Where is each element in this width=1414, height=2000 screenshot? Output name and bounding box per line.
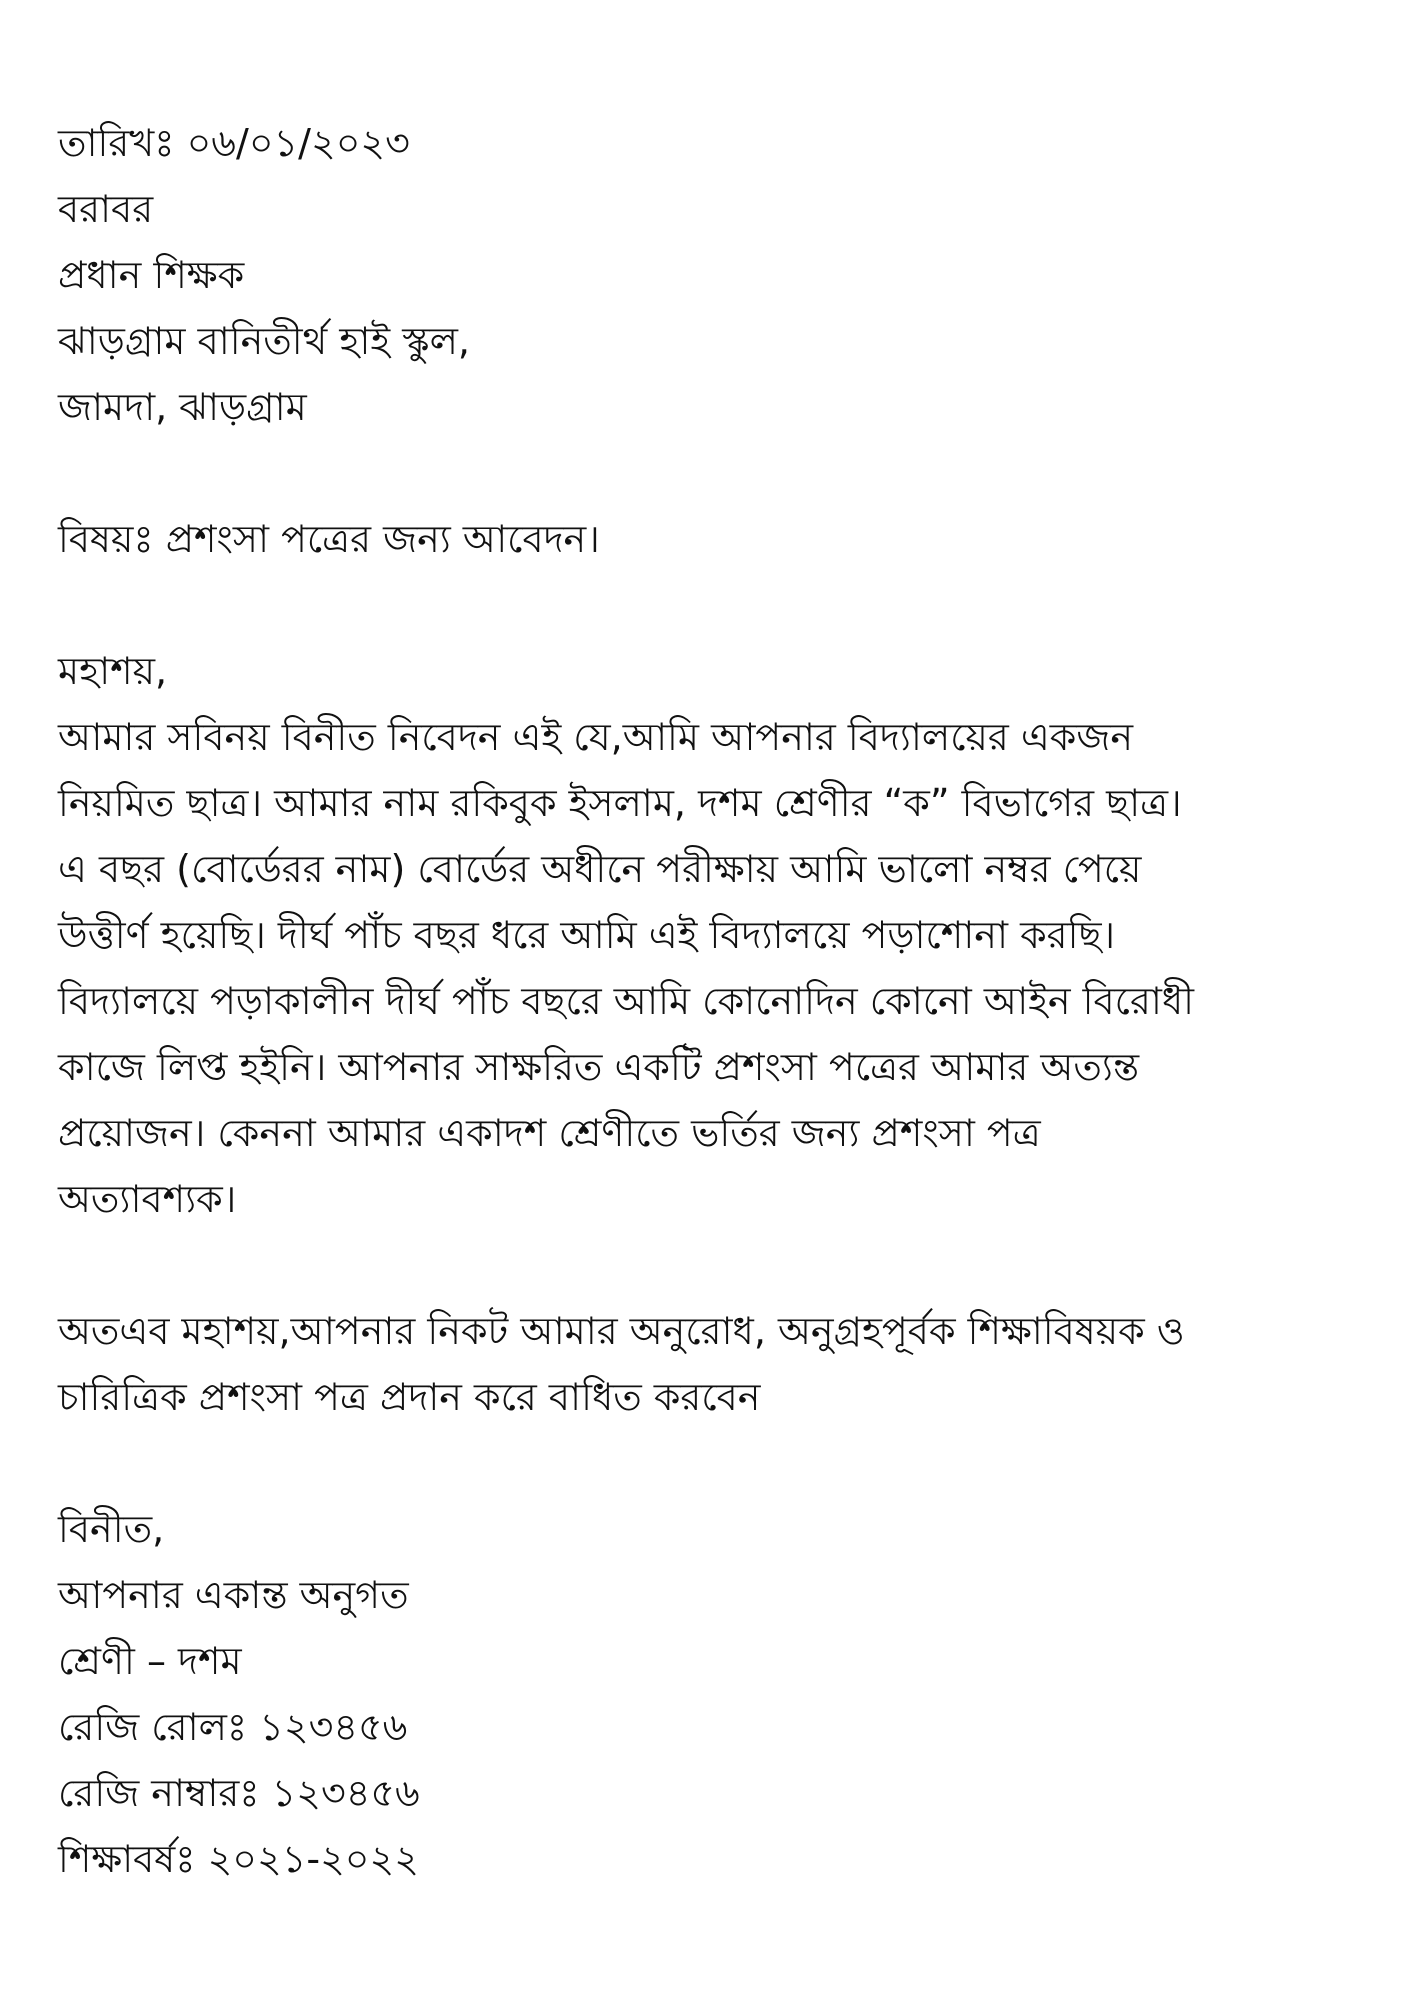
request-line: চারিত্রিক প্রশংসা পত্র প্রদান করে বাধিত করবেন <box>58 1375 761 1419</box>
address-line: জামদা, ঝাড়গ্রাম <box>58 385 307 429</box>
closing-line: আপনার একান্ত অনুগত <box>58 1573 409 1617</box>
address-line: ঝাড়গ্রাম বানিতীর্থ হাই স্কুল, <box>58 319 470 363</box>
letter-body <box>58 704 1358 1232</box>
address-line: প্রধান শিক্ষক <box>58 253 245 297</box>
closing-line: বিনীত, <box>58 1507 165 1551</box>
recipient-address <box>58 176 1358 440</box>
body-line: এ বছর (বোর্ডেরর নাম) বোর্ডের অধীনে পরীক্ষায় আমি ভালো নম্বর পেয়ে <box>58 847 1142 891</box>
closing-line: শ্রেণী – দশম <box>58 1639 242 1683</box>
body-line: নিয়মিত ছাত্র। আমার নাম রকিবুক ইসলাম, দশম শ্রেণীর “ক” বিভাগের ছাত্র। <box>58 781 1182 825</box>
closing-line: রেজি নাম্বারঃ ১২৩৪৫৬ <box>58 1771 420 1815</box>
body-line: উত্তীর্ণ হয়েছি। দীর্ঘ পাঁচ বছর ধরে আমি এই বিদ্যালয়ে পড়াশোনা করছি। <box>58 913 1116 957</box>
letter-closing <box>58 1496 1358 1892</box>
body-line: আমার সবিনয় বিনীত নিবেদন এই যে,আমি আপনার বিদ্যালয়ের একজন <box>58 715 1134 759</box>
closing-line: শিক্ষাবর্ষঃ ২০২১-২০২২ <box>58 1837 419 1881</box>
letter-salutation: মহাশয়, <box>58 649 168 693</box>
letter-page <box>58 110 1358 1892</box>
body-line: প্রয়োজন। কেননা আমার একাদশ শ্রেণীতে ভর্তির জন্য প্রশংসা পত্র <box>58 1111 1041 1155</box>
closing-line: রেজি রোলঃ ১২৩৪৫৬ <box>58 1705 408 1749</box>
body-line: কাজে লিপ্ত হইনি। আপনার সাক্ষরিত একটি প্রশংসা পত্রের আমার অত্যন্ত <box>58 1045 1140 1089</box>
body-line: অত্যাবশ্যক। <box>58 1177 237 1221</box>
letter-date: তারিখঃ ০৬/০১/২০২৩ <box>58 121 410 165</box>
letter-subject: বিষয়ঃ প্রশংসা পত্রের জন্য আবেদন। <box>58 517 600 561</box>
address-line: বরাবর <box>58 187 154 231</box>
letter-request <box>58 1298 1358 1430</box>
request-line: অতএব মহাশয়,আপনার নিকট আমার অনুরোধ, অনুগ্রহপূর্বক শিক্ষাবিষয়ক ও <box>58 1309 1185 1353</box>
body-line: বিদ্যালয়ে পড়াকালীন দীর্ঘ পাঁচ বছরে আমি কোনোদিন কোনো আইন বিরোধী <box>58 979 1195 1023</box>
